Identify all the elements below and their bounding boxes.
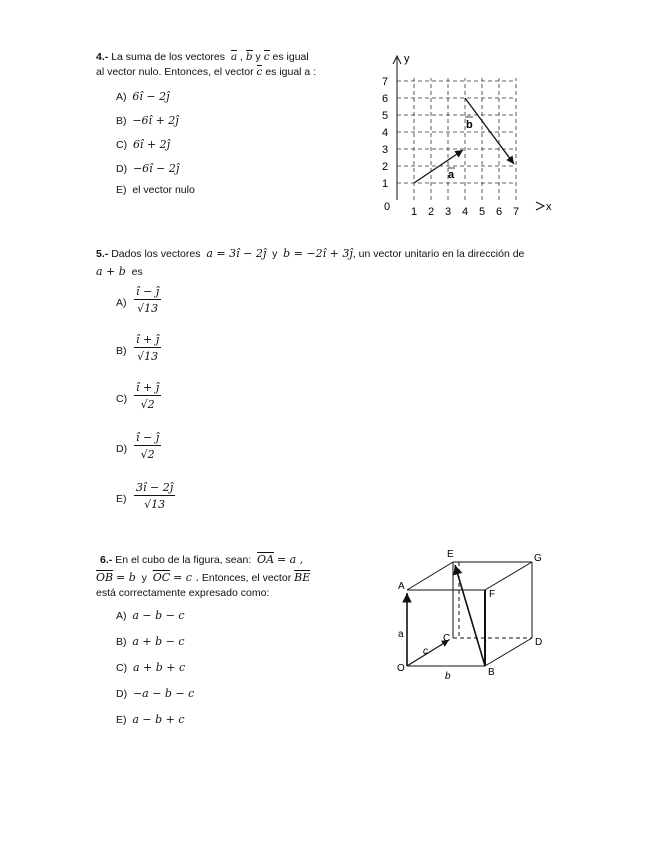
- q4-x-axis-label: x: [546, 201, 552, 213]
- svg-text:5: 5: [382, 110, 389, 122]
- q5-line-2: [96, 265, 143, 278]
- q6-eq-b: = b: [116, 571, 136, 584]
- q6-edge-a-label: a: [398, 629, 404, 640]
- svg-text:6: 6: [495, 206, 503, 218]
- q4-vec-a: a: [230, 51, 238, 63]
- q5-intro-end: , un vector unitario en la dirección de: [352, 248, 525, 260]
- q6-eq-a: = a ,: [276, 553, 304, 566]
- q4-option-b[interactable]: B) −6î + 2ĵ: [116, 114, 179, 127]
- q6-be: $\overline{BE}$: [294, 571, 311, 584]
- svg-text:E: E: [447, 549, 454, 560]
- q6-ob: $\overline{OB}$: [96, 571, 114, 584]
- q4-vec-c: c: [263, 51, 270, 63]
- q4-text: La suma de los vectores: [111, 51, 225, 63]
- svg-text:1: 1: [382, 178, 389, 190]
- q4-vector-b-label: b: [466, 119, 473, 131]
- svg-text:4: 4: [461, 206, 469, 218]
- q6-edge-c-label: c: [423, 646, 428, 657]
- svg-text:3: 3: [382, 144, 389, 156]
- svg-text:C: C: [443, 633, 451, 644]
- q5-intro: Dados los vectores: [111, 248, 201, 260]
- q4-option-d[interactable]: D) −6î − 2ĵ: [116, 162, 180, 175]
- q6-eq-c: = c .: [173, 571, 199, 584]
- q5-a-plus-b: a + b: [96, 265, 126, 278]
- svg-text:3: 3: [444, 206, 452, 218]
- q4-origin-label: 0: [384, 201, 391, 213]
- q4-vector-a-label: a: [448, 169, 455, 181]
- q6-option-e[interactable]: E) a − b + c: [116, 713, 185, 726]
- q6-y-word: y: [141, 572, 147, 584]
- q4-x-tick-labels: [411, 206, 519, 218]
- q6-edge-b-label: b: [445, 671, 451, 682]
- q6-oc: $\overline{OC}$: [152, 571, 171, 584]
- q6-number: 6.-: [100, 554, 113, 566]
- svg-text:6: 6: [382, 93, 389, 105]
- q4-line2-end: es igual a :: [265, 66, 317, 78]
- q6-line-2: [96, 571, 310, 584]
- svg-text:G: G: [534, 553, 542, 564]
- q4-y-axis-label: y: [404, 53, 410, 65]
- svg-text:1: 1: [410, 206, 418, 218]
- q6-option-b[interactable]: B) a + b − c: [116, 635, 185, 648]
- q5-number: 5.-: [96, 248, 109, 260]
- q4-y-tick-labels: [382, 76, 388, 190]
- q6-line2-mid: Entonces, el vector: [201, 572, 292, 584]
- svg-text:A: A: [398, 581, 405, 592]
- q6-line-1: [100, 553, 303, 566]
- q6-text: En el cubo de la figura, sean:: [115, 554, 252, 566]
- q4-vec-c-2: c: [256, 66, 263, 78]
- q4-vec-b: b: [245, 51, 253, 63]
- svg-text:F: F: [489, 589, 496, 600]
- svg-text:D: D: [535, 637, 543, 648]
- q4-y-word: y: [255, 51, 261, 63]
- svg-text:4: 4: [382, 127, 389, 139]
- q5-a-def: a = 3î − 2ĵ: [206, 247, 267, 260]
- svg-text:2: 2: [382, 161, 389, 173]
- svg-text:B: B: [488, 667, 495, 678]
- q4-vector-a: [414, 150, 463, 183]
- q6-line-3: está correctamente expresado como:: [96, 587, 270, 599]
- q5-line2-end: es: [131, 266, 143, 278]
- q6-option-a[interactable]: A) a − b − c: [116, 609, 185, 622]
- svg-text:2: 2: [427, 206, 435, 218]
- q4-option-a[interactable]: A) 6î − 2ĵ: [116, 90, 170, 103]
- svg-text:O: O: [397, 663, 405, 674]
- q4-option-e[interactable]: E) el vector nulo: [116, 184, 195, 196]
- q4-option-c[interactable]: C) 6î + 2ĵ: [116, 138, 171, 151]
- q6-option-c[interactable]: C) a + b + c: [116, 661, 186, 674]
- svg-text:5: 5: [478, 206, 486, 218]
- q5-b-def: b = −2î + 3ĵ: [283, 247, 353, 260]
- q4-line-2: [96, 66, 316, 78]
- q6-oa: $\overline{OA}$: [257, 553, 275, 566]
- q4-line2-text: al vector nulo. Entonces, el vector: [96, 66, 254, 78]
- q5-line-1: [96, 247, 524, 260]
- q5-y-word: y: [272, 248, 278, 260]
- q4-number: 4.-: [96, 51, 109, 63]
- q4-line-1: 4.- La suma de los vectores a , b y c es igual: [96, 51, 309, 63]
- q6-vector-be: [455, 565, 485, 666]
- q4-text-end: es igual: [272, 51, 309, 63]
- q4-vector-b: [465, 98, 514, 164]
- svg-text:7: 7: [512, 206, 520, 218]
- q6-cube-figure: [385, 545, 555, 685]
- q4-vector-graph: [360, 48, 560, 223]
- q6-option-d[interactable]: D) −a − b − c: [116, 687, 195, 700]
- svg-text:7: 7: [382, 76, 389, 88]
